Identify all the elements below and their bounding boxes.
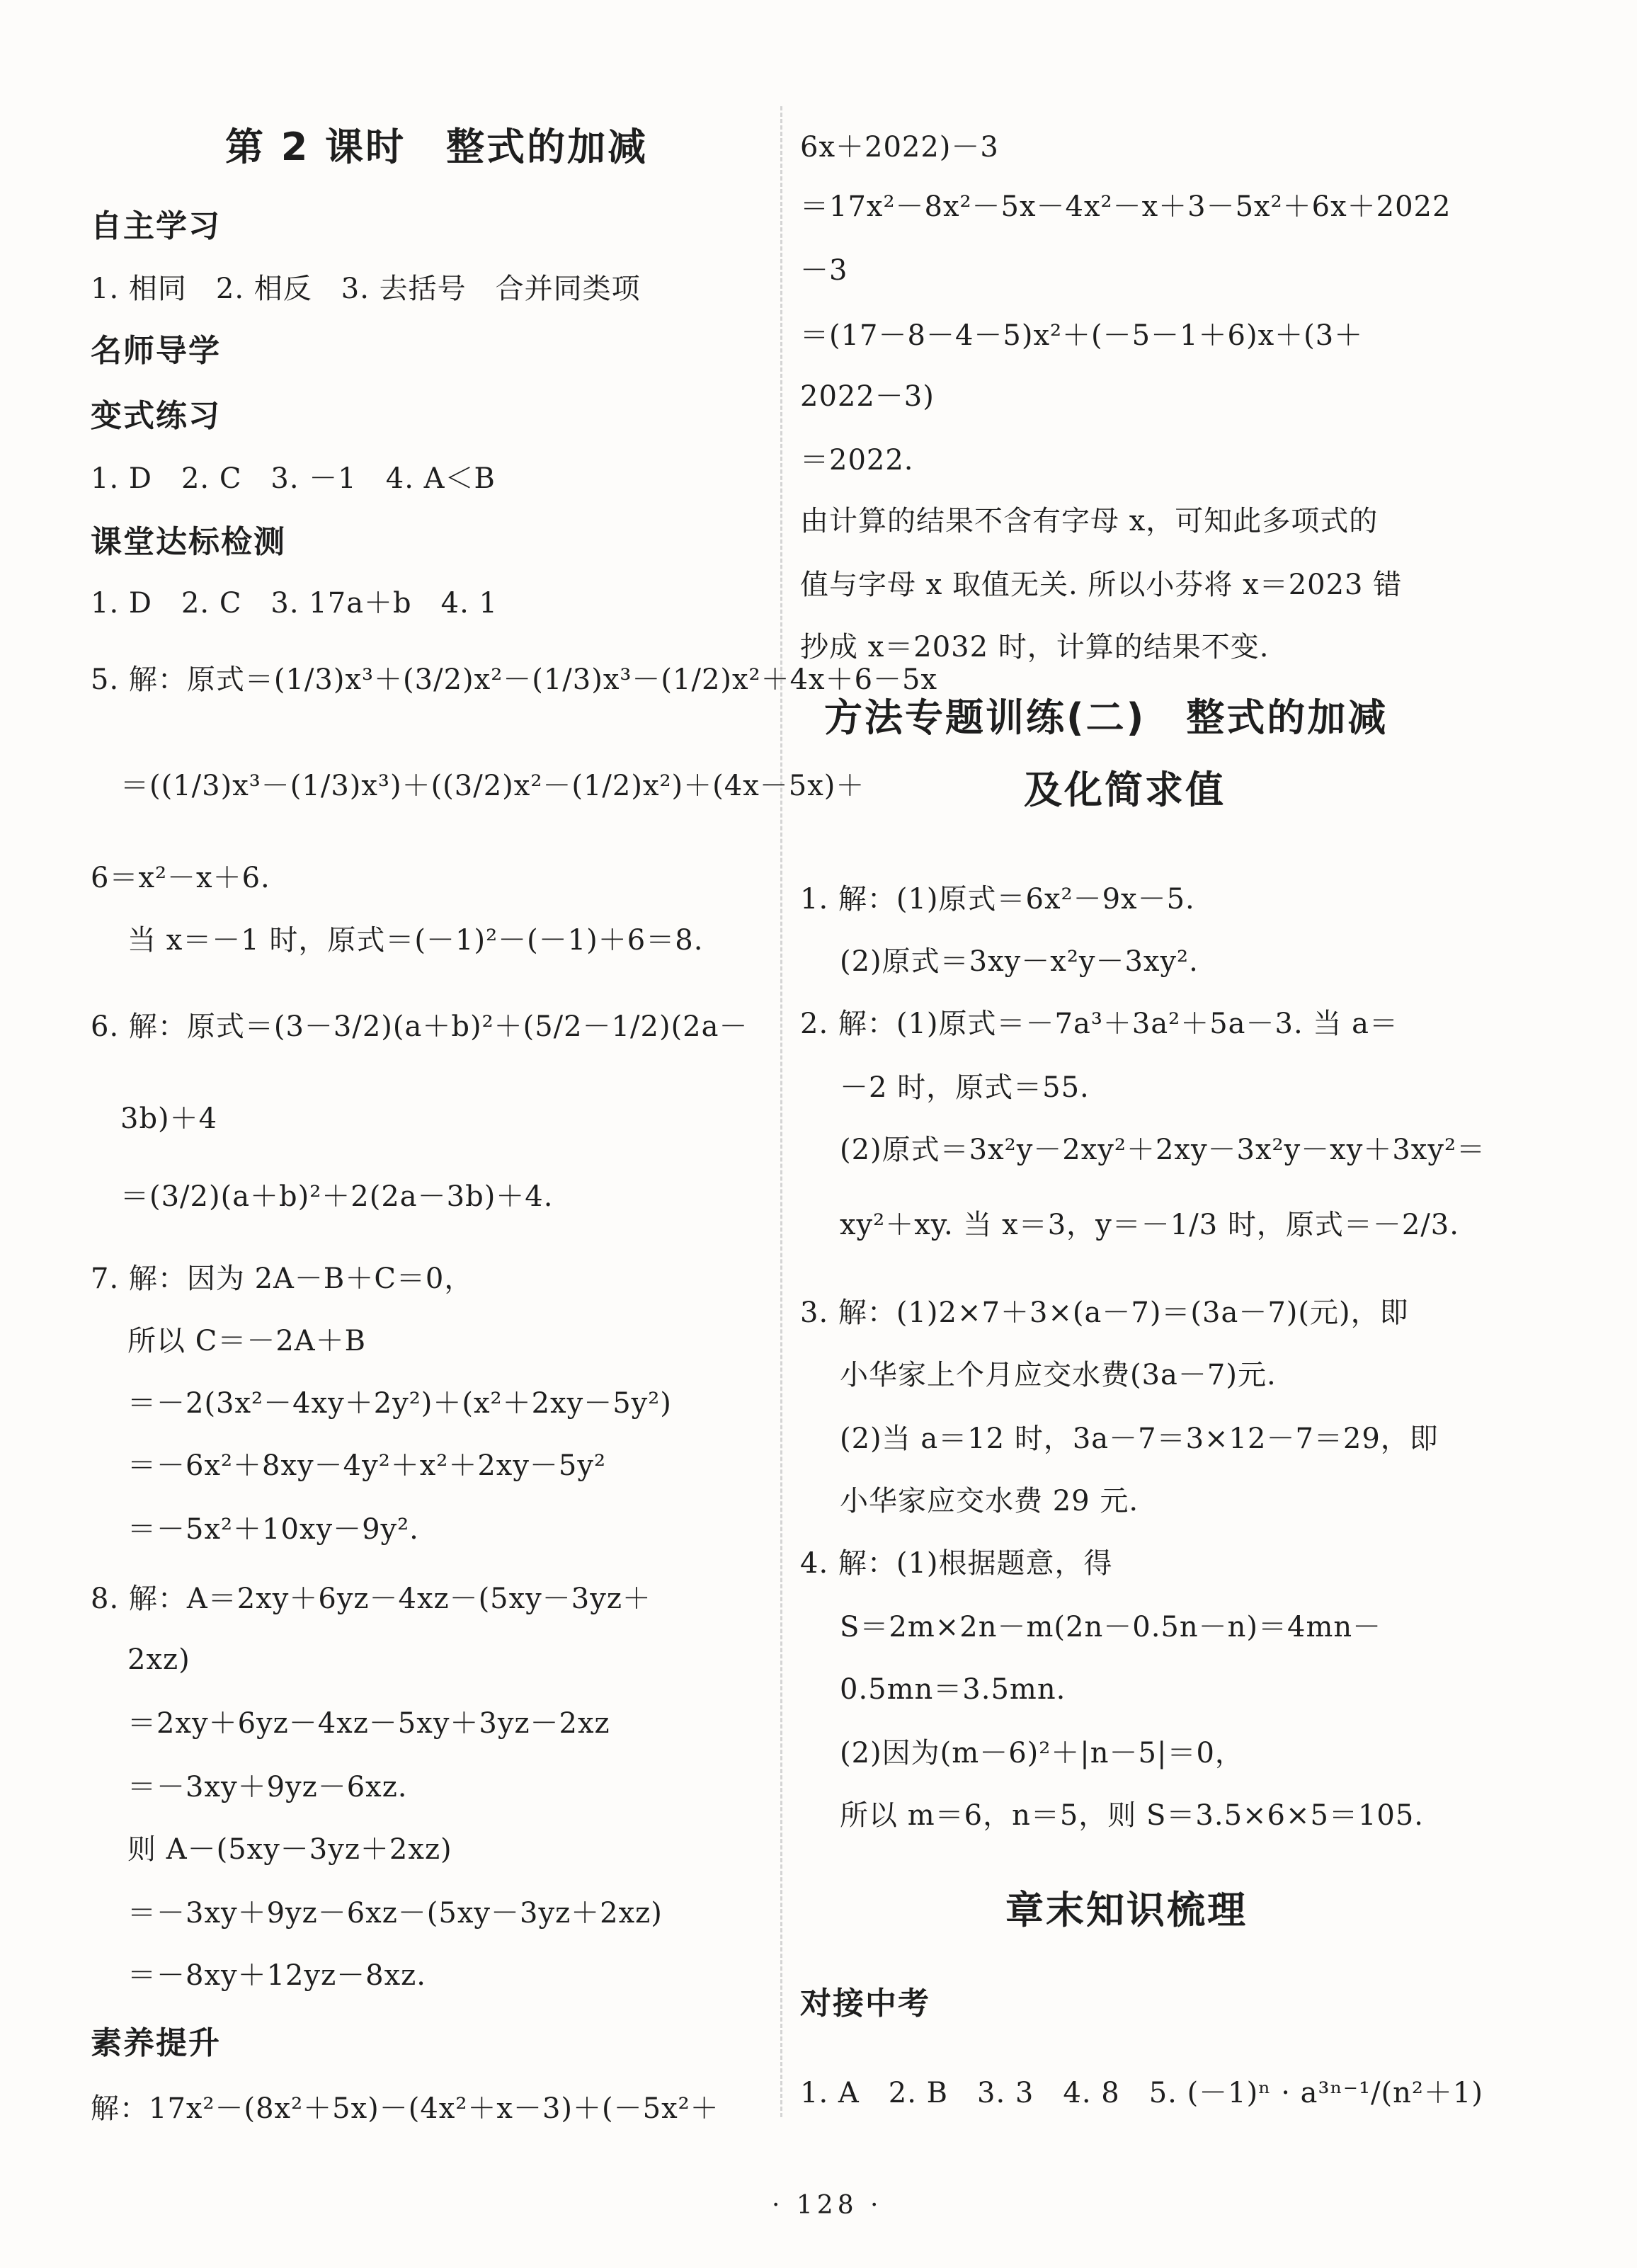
self-study-answers: 1. 相同 2. 相反 3. 去括号 合并同类项: [91, 273, 641, 305]
q8-line-5: 则 A－(5xy－3yz＋2xz): [127, 1833, 452, 1866]
m1-line-2: (2)原式＝3xy－x²y－3xy².: [840, 945, 1199, 978]
q8-line-1: 8. 解：A＝2xy＋6yz－4xz－(5xy－3yz＋: [91, 1583, 651, 1615]
m3-line-2: 小华家上个月应交水费(3a－7)元.: [840, 1359, 1277, 1391]
page-number: · 128 ·: [772, 2191, 883, 2220]
cont-line-6: ＝2022.: [800, 444, 914, 477]
m4-line-2: S＝2m×2n－m(2n－0.5n－n)＝4mn－: [840, 1611, 1382, 1643]
q5-line-3: 6＝x²－x＋6.: [91, 862, 270, 894]
q7-line-1: 7. 解：因为 2A－B＋C＝0，: [91, 1263, 474, 1295]
literacy-line-1: 解：17x²－(8x²＋5x)－(4x²＋x－3)＋(－5x²＋: [91, 2092, 719, 2125]
cont-line-7: 由计算的结果不含有字母 x，可知此多项式的: [800, 505, 1379, 537]
cont-line-8: 值与字母 x 取值无关. 所以小芬将 x＝2023 错: [800, 569, 1403, 601]
m4-line-3: 0.5mn＝3.5mn.: [840, 1673, 1066, 1706]
cont-line-5: 2022－3): [800, 380, 935, 413]
column-divider: [780, 106, 782, 2117]
q7-line-2: 所以 C＝－2A＋B: [127, 1325, 367, 1357]
m2-line-4: xy²＋xy. 当 x＝3，y＝－1/3 时，原式＝－2/3.: [840, 1209, 1459, 1241]
method-title-1: 方法专题训练(二) 整式的加减: [824, 695, 1388, 740]
lesson-title: 第 2 课时 整式的加减: [225, 125, 649, 169]
q8-line-3: ＝2xy＋6yz－4xz－5xy＋3yz－2xz: [127, 1707, 610, 1740]
m4-line-1: 4. 解：(1)根据题意，得: [800, 1547, 1113, 1580]
section-self-study: 自主学习: [91, 208, 221, 244]
m2-line-2: －2 时，原式＝55.: [840, 1071, 1090, 1104]
method-title-2: 及化简求值: [1024, 768, 1226, 812]
variant-answers: 1. D 2. C 3. －1 4. A＜B: [91, 462, 496, 495]
m3-line-4: 小华家应交水费 29 元.: [840, 1485, 1139, 1517]
cont-line-9: 抄成 x＝2032 时，计算的结果不变.: [800, 631, 1270, 663]
exam-answers: 1. A 2. B 3. 3 4. 8 5. (－1)ⁿ · a³ⁿ⁻¹/(n²＋1): [800, 2077, 1483, 2109]
section-teacher-guide: 名师导学: [91, 333, 221, 369]
m2-line-3: (2)原式＝3x²y－2xy²＋2xy－3x²y－xy＋3xy²＝: [840, 1134, 1485, 1166]
m3-line-1: 3. 解：(1)2×7＋3×(a－7)＝(3a－7)(元)，即: [800, 1297, 1409, 1329]
q7-line-4: ＝－6x²＋8xy－4y²＋x²＋2xy－5y²: [127, 1449, 607, 1482]
cont-line-2: ＝17x²－8x²－5x－4x²－x＋3－5x²＋6x＋2022: [800, 190, 1451, 223]
q8-line-6: ＝－3xy＋9yz－6xz－(5xy－3yz＋2xz): [127, 1897, 663, 1930]
section-classroom-test: 课堂达标检测: [91, 524, 286, 560]
q5-line-4: 当 x＝－1 时，原式＝(－1)²－(－1)＋6＝8.: [127, 924, 704, 957]
q6-line-2: 3b)＋4: [120, 1102, 218, 1135]
m3-line-3: (2)当 a＝12 时，3a－7＝3×12－7＝29，即: [840, 1423, 1439, 1455]
q5-line-2: ＝((1/3)x³－(1/3)x³)＋((3/2)x²－(1/2)x²)＋(4x－5x)＋: [120, 770, 865, 802]
q7-line-3: ＝－2(3x²－4xy＋2y²)＋(x²＋2xy－5y²): [127, 1387, 672, 1420]
m4-line-4: (2)因为(m－6)²＋|n－5|＝0，: [840, 1737, 1244, 1770]
q8-line-2: 2xz): [127, 1643, 190, 1676]
classroom-answers: 1. D 2. C 3. 17a＋b 4. 1: [91, 587, 498, 620]
q6-line-1: 6. 解：原式＝(3－3/2)(a＋b)²＋(5/2－1/2)(2a－: [91, 1010, 748, 1043]
cont-line-4: ＝(17－8－4－5)x²＋(－5－1＋6)x＋(3＋: [800, 319, 1364, 352]
section-literacy: 素养提升: [91, 2025, 221, 2061]
m1-line-1: 1. 解：(1)原式＝6x²－9x－5.: [800, 883, 1195, 916]
m4-line-5: 所以 m＝6，n＝5，则 S＝3.5×6×5＝105.: [840, 1799, 1425, 1832]
m2-line-1: 2. 解：(1)原式＝－7a³＋3a²＋5a－3. 当 a＝: [800, 1008, 1398, 1040]
q8-line-4: ＝－3xy＋9yz－6xz.: [127, 1771, 408, 1803]
q6-line-3: ＝(3/2)(a＋b)²＋2(2a－3b)＋4.: [120, 1180, 554, 1213]
chapter-title: 章末知识梳理: [1005, 1888, 1248, 1932]
section-exam-link: 对接中考: [800, 1985, 930, 2022]
section-variant-practice: 变式练习: [91, 398, 221, 434]
q7-line-5: ＝－5x²＋10xy－9y².: [127, 1513, 419, 1546]
q8-line-7: ＝－8xy＋12yz－8xz.: [127, 1959, 426, 1992]
q5-line-1: 5. 解：原式＝(1/3)x³＋(3/2)x²－(1/3)x³－(1/2)x²＋4x＋6－5x: [91, 663, 938, 696]
cont-line-1: 6x＋2022)－3: [800, 131, 999, 164]
cont-line-3: －3: [800, 254, 848, 287]
